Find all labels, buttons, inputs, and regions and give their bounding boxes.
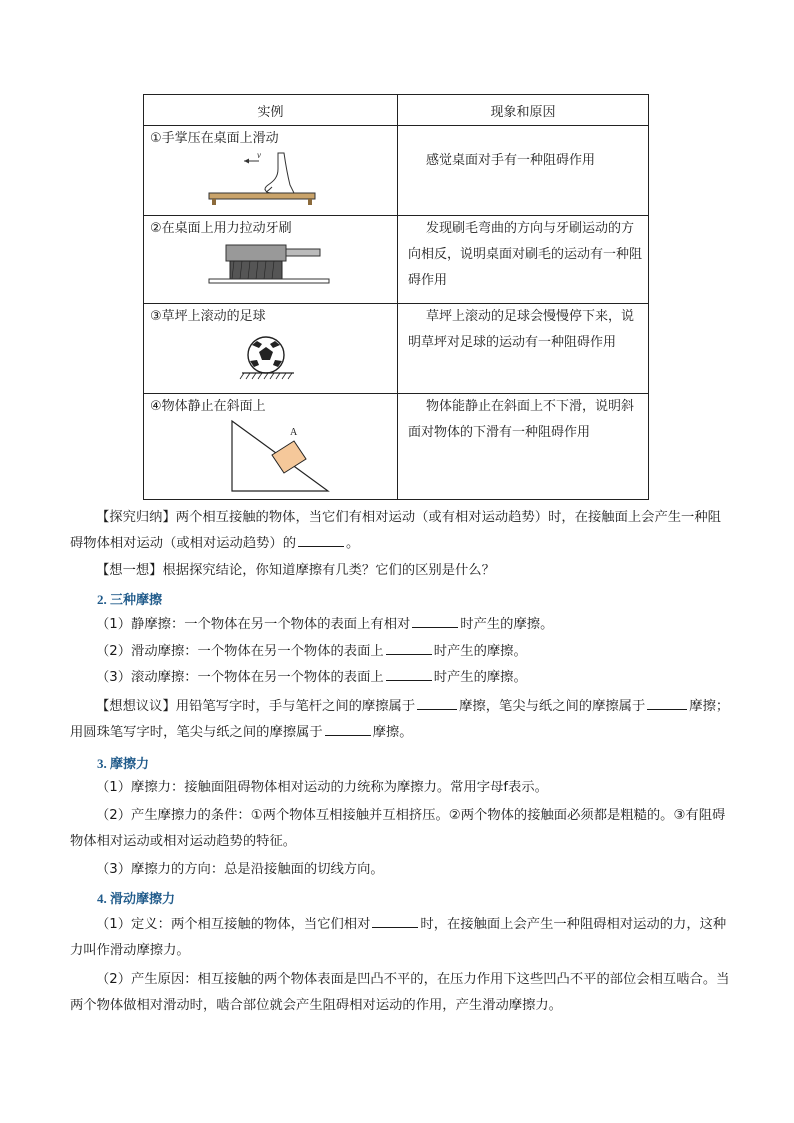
examples-table [143, 94, 649, 500]
table-header-example: 实例 [144, 95, 398, 126]
table-row [144, 304, 649, 394]
fill-blank[interactable] [412, 613, 458, 628]
fill-blank[interactable] [386, 666, 432, 681]
soccer-ball-icon [144, 327, 397, 393]
fill-blank[interactable] [372, 913, 418, 928]
sliding-friction-cause: （2）产生原因：相互接触的两个物体表面是凹凸不平的，在压力作用下这些凹凸不平的部位会相互啮合。当两个物体做相对滑动时，啮合部位就会产生阻碍相对运动的作用，产生滑动摩擦力。 [70, 972, 730, 1013]
section-heading-friction-force: 3. 摩擦力 [97, 756, 150, 771]
friction-conditions: （2）产生摩擦力的条件：①两个物体互相接触并互相挤压。②两个物体的接触面必须都是粗糙的。③有阻碍物体相对运动或相对运动趋势的特征。 [70, 808, 726, 849]
toothbrush-icon [144, 239, 397, 303]
think-paragraph: 【想一想】根据探究结论，你知道摩擦有几类？它们的区别是什么？ [96, 563, 495, 578]
table-row [144, 394, 649, 500]
static-friction-item: （1）静摩擦：一个物体在另一个物体的表面上有相对 时产生的摩擦。 [70, 612, 730, 638]
example-title: ①手掌压在桌面上滑动 [150, 131, 279, 146]
reason-text: 感觉桌面对手有一种阻碍作用 [426, 153, 596, 168]
discussion-paragraph: 【想想议议】用铅笔写字时，手与笔杆之间的摩擦属于 摩擦，笔尖与纸之间的摩擦属于 摩擦；用圆珠笔写字时，笔尖与纸之间的摩擦属于 摩擦。 [70, 694, 730, 746]
reason-text: 发现刷毛弯曲的方向与牙刷运动的方向相反，说明桌面对刷毛的运动有一种阻碍作用 [408, 221, 643, 288]
section-heading-three-frictions: 2. 三种摩擦 [97, 592, 163, 607]
block-on-incline-icon [144, 417, 397, 499]
sliding-friction-item: （2）滑动摩擦：一个物体在另一个物体的表面上 时产生的摩擦。 [70, 639, 730, 665]
table-header-reason: 现象和原因 [398, 95, 649, 126]
summary-paragraph: 【探究归纳】两个相互接触的物体，当它们有相对运动（或有相对运动趋势）时，在接触面上会产生一种阻碍物体相对运动（或相对运动趋势）的 。 [70, 510, 721, 551]
example-title: ②在桌面上用力拉动牙刷 [150, 221, 292, 236]
fill-blank[interactable] [647, 695, 687, 710]
friction-definition: （1）摩擦力：接触面阻碍物体相对运动的力统称为摩擦力。常用字母f表示。 [96, 780, 548, 795]
velocity-label: v [257, 150, 261, 160]
rolling-friction-item: （3）滚动摩擦：一个物体在另一个物体的表面上 时产生的摩擦。 [70, 665, 730, 691]
friction-direction: （3）摩擦力的方向：总是沿接触面的切线方向。 [96, 862, 384, 877]
reason-text: 草坪上滚动的足球会慢慢停下来，说明草坪对足球的运动有一种阻碍作用 [408, 309, 635, 350]
table-row [144, 126, 649, 216]
fill-blank[interactable] [298, 532, 344, 547]
fill-blank[interactable] [417, 695, 457, 710]
fill-blank[interactable] [386, 640, 432, 655]
block-label: A [290, 427, 298, 438]
table-row [144, 216, 649, 304]
example-title: ④物体静止在斜面上 [150, 399, 266, 414]
hand-sliding-icon [144, 149, 397, 215]
example-title: ③草坪上滚动的足球 [150, 309, 266, 324]
fill-blank[interactable] [325, 721, 371, 736]
reason-text: 物体能静止在斜面上不下滑，说明斜面对物体的下滑有一种阻碍作用 [408, 399, 635, 440]
section-heading-sliding-friction: 4. 滑动摩擦力 [97, 891, 176, 906]
sliding-friction-definition: （1）定义：两个相互接触的物体，当它们相对 时，在接触面上会产生一种阻碍相对运动的力，这种力叫作滑动摩擦力。 [70, 912, 730, 964]
